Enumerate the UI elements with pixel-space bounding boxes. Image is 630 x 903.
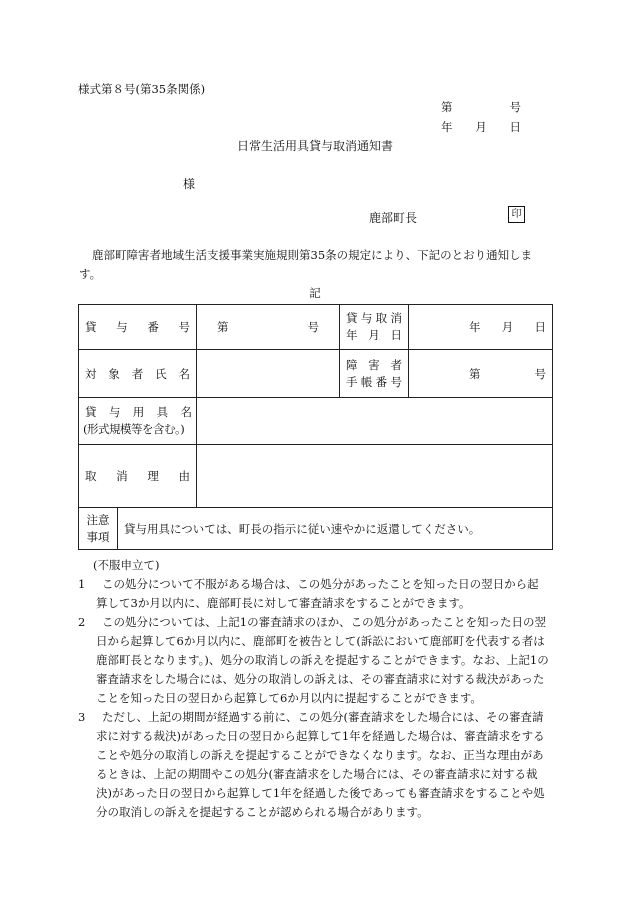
handbook-label-2: 手 帳 番 号: [346, 374, 402, 389]
item-rest: 日から起算して6か月以内に、鹿部町を被告として(訴訟において鹿部町を代表する者は鹿部町長となります。)、処分の取消しの訴えを提起することができます。なお、上記1の審査請求をした場合には、処分の取消しの訴えは、その審査請求に対する裁決があったことを知った日の翌日から起算して6か月以内に提起することができます。: [96, 634, 549, 705]
table-row: [79, 398, 553, 445]
equipment-value-cell: [197, 398, 553, 445]
list-item: [78, 613, 552, 708]
cancel-month: 月: [501, 320, 514, 334]
handbook-value-cell: [409, 350, 553, 398]
seal-mark: 印: [508, 206, 525, 223]
form-number: 様式第８号(第35条関係): [78, 82, 206, 96]
name-label-cell: [79, 350, 197, 398]
name-label: 対 象 者 氏 名: [85, 366, 190, 381]
loan-number-value-cell: [197, 305, 340, 350]
list-item: [78, 575, 552, 613]
cancel-date-label-cell: [340, 305, 409, 350]
date-year: 年: [441, 120, 453, 134]
table-row: [79, 445, 553, 508]
note-text-cell: [118, 508, 553, 550]
note-label-cell: [79, 508, 118, 550]
loan-number-label-cell: [79, 305, 197, 350]
note-label-2: 事項: [86, 529, 110, 544]
note-text: 貸与用具については、町長の指示に従い速やかに返還してください。: [124, 521, 481, 536]
item-number: 2: [78, 615, 86, 629]
cancel-year: 年: [469, 320, 481, 334]
handbook-label-1: 障 害 者: [346, 357, 402, 372]
reason-label: 取 消 理 由: [85, 469, 190, 483]
name-value-cell: [197, 350, 340, 398]
equipment-label-1: 貸 与 用 具 名: [85, 405, 192, 419]
list-item: [78, 708, 552, 822]
handbook-label-cell: [340, 350, 409, 398]
ki-heading: 記: [309, 286, 321, 300]
cancel-date-label-2: 年 月 日: [346, 328, 402, 342]
document-date: [441, 119, 521, 135]
loan-cancel-table: [78, 304, 553, 550]
loan-number-label: 貸 与 番 号: [85, 320, 190, 334]
equipment-label-2: (形式規模等を含む。): [83, 422, 185, 436]
doc-no-prefix: 第: [441, 100, 453, 114]
addressee-suffix: 様: [183, 177, 196, 191]
handbook-suffix: 号: [534, 366, 546, 381]
item-rest: 求に対する裁決)があった日の翌日から起算して1年を経過した場合は、審査請求をすることや処分の取消しの訴えを提起することができなくなります。なお、正当な理由があるときは、上記の期間やこの処分(審査請求をした場合には、その審査請求に対する裁決)があった日の翌日から起算して1年を経過した後であっても審査請求をすることや処分の取消しの訴えを提起することが認められる場合があります。: [96, 729, 545, 819]
cancel-day: 日: [534, 320, 546, 334]
appeal-items: [78, 575, 552, 822]
item-first-line: ただし、上記の期間が経過する前に、この処分(審査請求をした場合には、その審査請: [102, 710, 544, 724]
reason-label-cell: [79, 445, 197, 508]
doc-no-suffix: 号: [509, 100, 521, 114]
document-number: [441, 99, 521, 115]
document-title: 日常生活用具貸与取消通知書: [236, 139, 393, 153]
date-month: 月: [475, 120, 487, 134]
appeal-heading: (不服申立て): [93, 558, 160, 572]
note-label-1: 注意: [86, 512, 110, 527]
cancel-date-value-cell: [409, 305, 553, 350]
table-row: [79, 350, 553, 398]
item-rest: 算して3か月以内に、鹿部町長に対して審査請求をすることができます。: [96, 596, 471, 610]
intro-text: 鹿部町障害者地域生活支援事業実施規則第35条の規定により、下記のとおり通知します。: [79, 248, 533, 281]
table-row: [79, 508, 553, 550]
issuer-name: 鹿部町長: [369, 211, 418, 225]
date-day: 日: [509, 120, 521, 134]
handbook-prefix: 第: [469, 366, 481, 381]
loan-number-suffix: 号: [307, 320, 319, 334]
item-first-line: この処分について不服がある場合は、この処分があったことを知った日の翌日から起: [102, 577, 539, 591]
table-row: [79, 305, 553, 350]
equipment-label-cell: [79, 398, 197, 445]
item-number: 1: [78, 577, 86, 591]
cancel-date-label-1: 貸 与 取 消: [346, 311, 402, 325]
item-first-line: この処分については、上記1の審査請求のほか、この処分があったことを知った日の翌: [102, 615, 546, 629]
item-number: 3: [78, 710, 86, 724]
reason-value-cell: [197, 445, 553, 508]
loan-number-prefix: 第: [217, 320, 229, 334]
